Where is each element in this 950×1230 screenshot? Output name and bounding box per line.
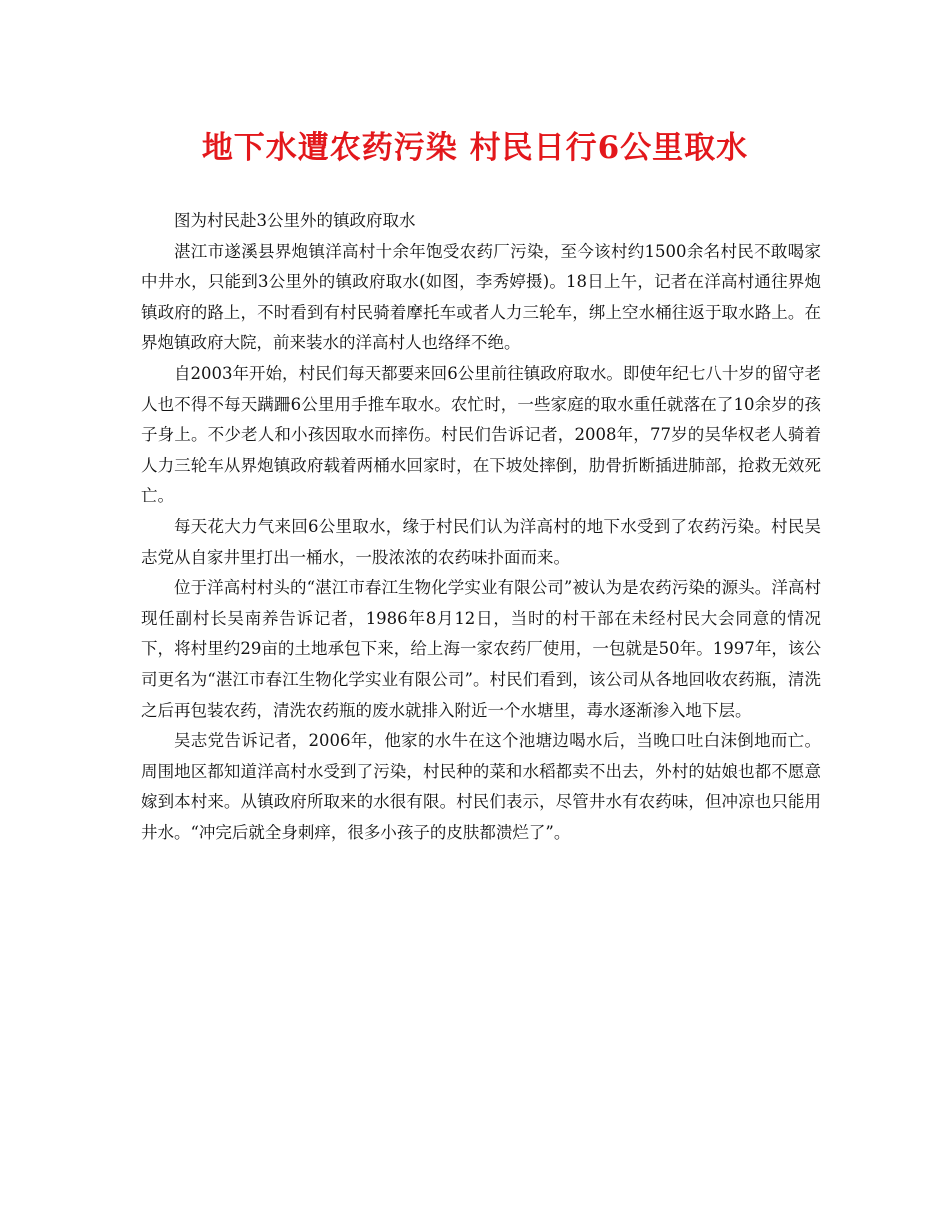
photo-caption: 图为村民赴3公里外的镇政府取水 — [174, 211, 416, 230]
article-paragraph: 每天花大力气来回6公里取水，缘于村民们认为洋高村的地下水受到了农药污染。村民吴志党从自家井里打出一桶水，一股浓浓的农药味扑面而来。 — [141, 516, 821, 567]
article-title: 地下水遭农药污染 村民日行6公里取水 — [201, 130, 749, 166]
article-paragraph: 湛江市遂溪县界炮镇洋高村十余年饱受农药厂污染，至今该村约1500余名村民不敢喝家中井水，只能到3公里外的镇政府取水(如图，李秀婷摄)。18日上午，记者在洋高村通往界炮镇政府的路上，不时看到有村民骑着摩托车或者人力三轮车，绑上空水桶往返于取水路上。在界炮镇政府大院，前来装水的洋高村人也络绎不绝。 — [141, 241, 821, 353]
article-paragraph: 吴志党告诉记者，2006年，他家的水牛在这个池塘边喝水后，当晚口吐白沫倒地而亡。周围地区都知道洋高村水受到了污染，村民种的菜和水稻都卖不出去，外村的姑娘也都不愿意嫁到本村来。从镇政府所取来的水很有限。村民们表示，尽管井水有农药味，但冲凉也只能用井水。“冲完后就全身刺痒，很多小孩子的皮肤都溃烂了”。 — [141, 731, 821, 842]
article-paragraph: 位于洋高村村头的“湛江市春江生物化学实业有限公司”被认为是农药污染的源头。洋高村现任副村长吴南养告诉记者，1986年8月12日，当时的村干部在未经村民大会同意的情况下，将村里约29亩的土地承包下来，给上海一家农药厂使用，一包就是50年。1997年，该公司更名为“湛江市春江生物化学实业有限公司”。村民们看到，该公司从各地回收农药瓶，清洗之后再包装农药，清洗农药瓶的废水就排入附近一个水塘里，毒水逐渐渗入地下层。 — [141, 578, 821, 720]
article-body — [141, 206, 821, 848]
article-paragraph: 自2003年开始，村民们每天都要来回6公里前往镇政府取水。即使年纪七八十岁的留守老人也不得不每天蹒跚6公里用手推车取水。农忙时，一些家庭的取水重任就落在了10余岁的孩子身上。不少老人和小孩因取水而摔伤。村民们告诉记者，2008年，77岁的吴华权老人骑着人力三轮车从界炮镇政府载着两桶水回家时，在下坡处摔倒，肋骨折断插进肺部，抢救无效死亡。 — [141, 363, 821, 506]
